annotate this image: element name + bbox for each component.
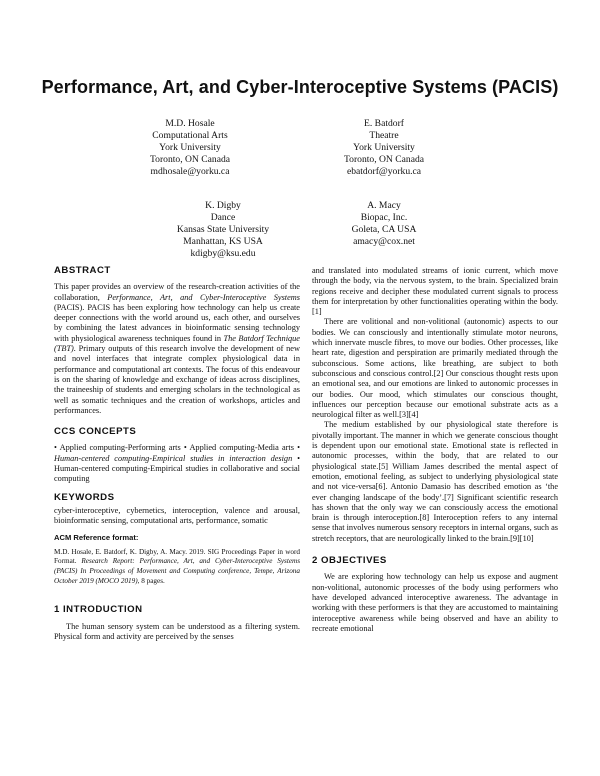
author-block [294, 200, 474, 248]
author-block [100, 118, 280, 178]
author-location: Toronto, ON Canada [149, 154, 231, 165]
ccs-heading: CCS CONCEPTS [54, 426, 137, 438]
author-name: K. Digby [205, 200, 241, 211]
ccs-text: • Applied computing-Performing arts • Applied computing-Media arts • Human-centered computing-Empirical studies in interaction design • Human-centered computing-Empirical studies in collaborative and social computing [54, 443, 300, 484]
acm-reference-heading: ACM Reference format: [54, 532, 139, 542]
author-name: M.D. Hosale [165, 118, 215, 129]
introduction-heading: 1 INTRODUCTION [54, 604, 143, 616]
author-name: E. Batdorf [364, 118, 404, 129]
right-column [312, 266, 558, 634]
author-org: York University [159, 142, 221, 153]
author-email[interactable]: amacy@cox.net [353, 236, 415, 247]
author-dept: Theatre [369, 130, 399, 141]
author-block [294, 118, 474, 178]
author-email[interactable]: mdhosale@yorku.ca [150, 166, 230, 177]
body-paragraph: The medium established by our physiological state therefore is pivotally important. The manner in which we generate conscious thought is dependent upon our emotional state. Emotional state is reflected in autonomic processes, within the body, that are related to our physiological state.[5] William James described the mental aspect of emotion, emotional feeling, as subject to underlying physiological state and not vice-versa[6]. Antonio Damasio has described emotion as ‘the ever changing landscape of the body’.[7] Significant scientific research has shown that the only way we can consciously access the emotional brain is through interoception.[8] Interoception refers to any internal sense that involves numerous sensory receptors in internal organs, such as stretch receptors, that are neurologically linked to the brain.[9][10] [312, 420, 558, 543]
author-email[interactable]: ebatdorf@yorku.ca [346, 166, 422, 177]
keywords-text: cyber-interoceptive, cybernetics, interoception, valence and arousal, bioinformatic sensing, computational arts, performance, somatic [54, 505, 300, 526]
author-dept: Dance [210, 212, 236, 223]
objectives-heading: 2 OBJECTIVES [312, 555, 387, 567]
introduction-text: The human sensory system can be understood as a filtering system. Physical form and activity are perceived by the senses [54, 621, 300, 641]
author-org: Kansas State University [176, 224, 270, 235]
author-location: Manhattan, KS USA [183, 236, 263, 247]
author-block [133, 200, 313, 260]
body-paragraph: and translated into modulated streams of ionic current, which move through the body, via the nervous system, to the brain. Specialized brain regions receive and decipher these modulated current signals to process them for interpretation by other functionalities operating within the body.[1] [312, 266, 558, 317]
author-name: A. Macy [367, 200, 401, 211]
body-paragraph: There are volitional and non-volitional (autonomic) aspects to our bodies. We can consciously and intentionally stimulate motor neurons, which innervate muscle fibres, to move our bodies. Other processes, like heart rate, digestion and perspiration are primarily mediated through the subconscious. Some actions, like breathing, are subject to both subconscious and conscious control.[2] Our conscious thought rests upon an emotional sea, and our emotions are linked to autonomic processes in our bodies. Our mood, which stimulates our conscious thought, influences our perception because our emotional substrate acts as a neurological filter as well.[3][4] [312, 317, 558, 420]
objectives-text: We are exploring how technology can help us expose and augment non-volitional, autonomic processes of the body using performers who have developed advanced interoceptive awareness. The advantage in working with these performers is that they are accustomed to maintaining interoceptive awareness while being observed and have an ability to recreate emotional [312, 572, 558, 633]
paper-title: Performance, Art, and Cyber-Interoceptive Systems (PACIS) [41, 77, 559, 97]
author-location: Goleta, CA USA [351, 224, 417, 235]
author-org: Biopac, Inc. [360, 212, 408, 223]
author-dept: Computational Arts [152, 130, 228, 141]
abstract-heading: ABSTRACT [54, 265, 111, 276]
left-column [54, 266, 300, 642]
author-email[interactable]: kdigby@ksu.edu [190, 248, 256, 259]
acm-reference-text: M.D. Hosale, E. Batdorf, K. Digby, A. Macy. 2019. SIG Proceedings Paper in word Format. Research Report: Performance, Art, and Cyber-Interoceptive Systems (PACIS) In Proceedings of Movement and Computing conference, Tempe, Arizona October 2019 (MOCO 2019), 8 pages. [54, 547, 301, 585]
author-location: Toronto, ON Canada [343, 154, 425, 165]
keywords-heading: KEYWORDS [54, 491, 115, 503]
author-org: York University [353, 142, 415, 153]
abstract-text: This paper provides an overview of the research-creation activities of the collaboration, Performance, Art, and Cyber-Interoceptive Systems (PACIS). PACIS has been exploring how technology can help us create deeper connections with the world around us, each other, and ourselves by combining the latest advances in bioinformatic sensing technology with physiological awareness techniques found in The Batdorf Technique (TBT). Primary outputs of this research involve the development of new and novel interfaces that integrate complex physiological data in performance and computational art contexts. The focus of this endeavour is on the sharing of knowledge and exchange of ideas across disciplines, the traineeship of students and emerging scholars in the technological as well as somatic techniques and the creation of workshops, articles and performances. [54, 282, 301, 415]
